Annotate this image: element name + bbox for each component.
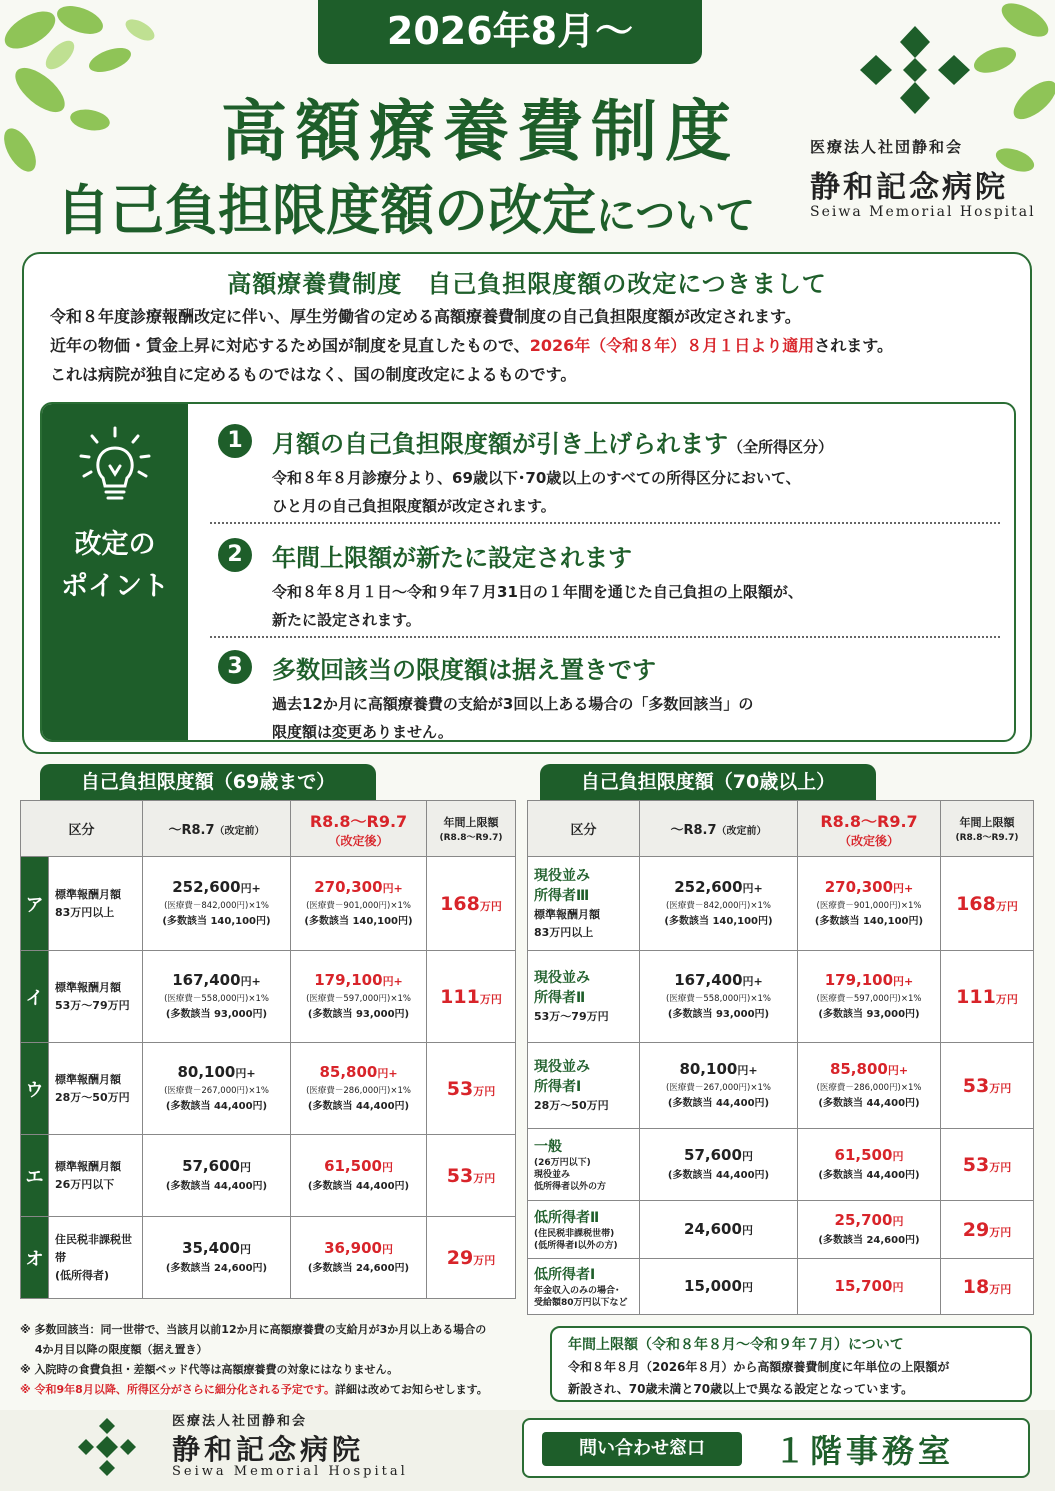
income-category-line: 所得者Ⅰ	[534, 1078, 582, 1095]
intro-body	[50, 302, 1020, 389]
divider	[210, 522, 1000, 524]
multiple-case-amount: (多数該当 44,400円)	[667, 1097, 770, 1109]
amount-value: 80,100	[177, 1062, 236, 1081]
point-body	[272, 690, 753, 742]
income-category-line: 年金収入のみの場合･	[534, 1285, 620, 1296]
multiple-case-amount: (多数該当 93,000円)	[667, 1008, 770, 1020]
annual-cap-unit: 万円	[989, 1081, 1012, 1095]
multiple-case-amount: (多数該当 24,600円)	[165, 1262, 268, 1274]
income-category-line: 53万～79万円	[534, 1009, 609, 1023]
income-category-line: 28万～50万円	[534, 1098, 609, 1112]
amount	[640, 877, 797, 899]
after-amount-cell	[798, 951, 941, 1043]
amount-unit: 円+	[377, 1066, 398, 1080]
after-amount-cell	[291, 951, 427, 1043]
annual-cap-value: 53	[446, 1077, 474, 1100]
intro-line: これは病院が独自に定めるものではなく、国の制度改定によるものです。	[50, 365, 577, 384]
before-amount-cell	[143, 1135, 291, 1217]
amount-value: 57,600	[182, 1156, 240, 1175]
annual-cap-value: 18	[962, 1275, 990, 1298]
income-category-line: 53万～79万円	[55, 998, 130, 1012]
annual-cap-line: 令和８年８月（2026年８月）から高額療養費制度に年単位の上限額が	[568, 1360, 950, 1374]
income-category-code: ウ	[21, 1043, 49, 1135]
multiple-case-amount: (多数該当 44,400円)	[667, 1169, 770, 1181]
header-cap-label: 年間上限額	[959, 816, 1015, 829]
table69-title: 自己負担限度額（69歳まで）	[40, 764, 376, 800]
footer-hospital-corporation: 医療法人社団静和会	[172, 1414, 308, 1429]
amount-unit: 円+	[382, 881, 403, 895]
amount	[798, 877, 940, 899]
table-row	[528, 1201, 1034, 1259]
after-amount-cell	[798, 857, 941, 951]
header-after-label: R8.8～R9.7	[309, 811, 408, 831]
income-category	[528, 951, 640, 1043]
multiple-case-amount: (多数該当 93,000円)	[307, 1008, 410, 1020]
annual-cap-unit: 万円	[479, 992, 502, 1006]
amount	[640, 1059, 797, 1081]
point-body-line: 令和８年８月１日～令和９年７月31日の１年間を通じた自己負担の上限額が、	[272, 583, 803, 601]
amount-unit: 円	[239, 1242, 251, 1256]
income-category	[528, 1129, 640, 1201]
after-amount-cell	[291, 1043, 427, 1135]
footnotes	[20, 1320, 540, 1400]
amount-unit: 円	[381, 1242, 393, 1256]
multiple-case-amount: (多数該当 140,100円)	[304, 915, 413, 927]
annual-cap-cell	[427, 1217, 516, 1299]
income-category-line: 住民税非課税世帯	[55, 1232, 132, 1264]
header-after-note: （改定後）	[328, 833, 389, 848]
table-header-row	[21, 801, 516, 857]
multiple-case-amount: (多数該当 44,400円)	[165, 1100, 268, 1112]
income-category-line: 標準報酬月額	[55, 887, 121, 901]
income-category-line: 低所得者以外の方	[534, 1181, 607, 1192]
header-kubun: 区分	[528, 801, 640, 857]
table-row	[528, 857, 1034, 951]
header-after-note: （改定後）	[838, 833, 899, 848]
annual-cap-unit: 万円	[995, 992, 1018, 1006]
intro-text: 近年の物価・賃金上昇に対応するため国が制度を見直したもので、	[50, 336, 530, 355]
income-category-line: 標準報酬月額	[534, 907, 600, 921]
annual-cap-cell	[941, 1201, 1034, 1259]
point-heading: 多数回該当の限度額は据え置きです	[272, 656, 656, 684]
amount	[798, 1210, 940, 1232]
income-category	[49, 1217, 143, 1299]
amount-formula: (医療費－842,000円)×1%	[164, 900, 269, 911]
amount-formula: (医療費－267,000円)×1%	[666, 1082, 771, 1093]
point-body-line: 限度額は変更ありません。	[272, 723, 453, 741]
amount	[798, 970, 940, 992]
point-body-line: 令和８年８月診療分より、69歳以下･70歳以上のすべての所得区分において、	[272, 469, 801, 487]
annual-cap-unit: 万円	[479, 899, 502, 913]
point-heading: 年間上限額が新たに設定されます	[272, 544, 632, 572]
annual-cap-cell	[941, 951, 1034, 1043]
amount-unit: 円+	[742, 881, 763, 895]
income-category-line: 28万～50万円	[55, 1090, 130, 1104]
header-cap	[941, 801, 1034, 857]
header-cap-label: 年間上限額	[443, 816, 499, 829]
subtitle-suffix: について	[596, 193, 756, 239]
amount	[143, 877, 290, 899]
income-category-line: (低所得者Ⅰ以外の方)	[534, 1240, 618, 1251]
multiple-case-amount: (多数該当 44,400円)	[818, 1169, 920, 1181]
table-row	[528, 1129, 1034, 1201]
table-row	[21, 1043, 516, 1135]
intro-text: されます。	[814, 336, 893, 355]
amount	[640, 1276, 797, 1298]
annual-cap-cell	[427, 951, 516, 1043]
amount-value: 80,100	[679, 1059, 738, 1078]
table-70-and-over	[527, 800, 1034, 1315]
point-number: 1	[218, 424, 252, 458]
annual-cap-line: 新設され、70歳未満と70歳以上で異なる設定となっています。	[568, 1382, 914, 1396]
amount	[291, 1062, 426, 1084]
multiple-case-amount: (多数該当 44,400円)	[818, 1097, 920, 1109]
annual-cap-title: 年間上限額（令和８年８月～令和９年７月）について	[568, 1337, 904, 1353]
header-before	[640, 801, 798, 857]
annual-cap-value: 168	[440, 892, 480, 915]
header-after	[798, 801, 941, 857]
footnote: ※ 多数回該当：同一世帯で、当該月以前12か月に高額療養費の支給月が3か月以上ある場合の	[20, 1323, 487, 1336]
income-category	[49, 1043, 143, 1135]
contact-label: 問い合わせ窓口	[542, 1432, 742, 1466]
amount-value: 24,600	[684, 1219, 742, 1238]
before-amount-cell	[143, 1217, 291, 1299]
income-category-line: 受給額80万円以下など	[534, 1297, 628, 1308]
footer-hospital-name: 静和記念病院	[172, 1433, 365, 1466]
amount-value: 36,900	[324, 1238, 382, 1257]
annual-cap-value: 53	[962, 1153, 990, 1176]
annual-cap-cell	[941, 1129, 1034, 1201]
before-amount-cell	[640, 951, 798, 1043]
subtitle-main: 自己負担限度額の改定	[56, 179, 596, 242]
intro-title: 高額療養費制度 自己負担限度額の改定につきまして	[227, 270, 827, 298]
amount-unit: 円	[892, 1280, 904, 1294]
before-amount-cell	[143, 1043, 291, 1135]
point-heading-text: 月額の自己負担限度額が引き上げられます	[272, 430, 728, 458]
income-category-code: エ	[21, 1135, 49, 1217]
point-heading-note: （全所得区分）	[728, 438, 834, 456]
amount	[291, 970, 426, 992]
annual-cap-cell	[427, 1135, 516, 1217]
amount	[291, 877, 426, 899]
table-header-row	[528, 801, 1034, 857]
point-heading	[272, 424, 833, 459]
before-amount-cell	[640, 1201, 798, 1259]
multiple-case-amount: (多数該当 93,000円)	[818, 1008, 920, 1020]
annual-cap-value: 168	[956, 892, 996, 915]
footer-hospital-name-en: Seiwa Memorial Hospital	[172, 1464, 408, 1479]
amount-unit: 円+	[887, 1063, 909, 1077]
points-sidebar	[42, 404, 188, 740]
amount	[798, 1276, 940, 1298]
annual-cap-box	[550, 1326, 1032, 1402]
header-after	[291, 801, 427, 857]
points-label-line: ポイント	[61, 571, 169, 602]
income-category-line: 低所得者Ⅰ	[534, 1266, 596, 1283]
annual-cap-cell	[941, 1259, 1034, 1315]
after-amount-cell	[291, 1217, 427, 1299]
table-under-70	[20, 800, 516, 1299]
amount-formula: (医療費－597,000円)×1%	[816, 993, 922, 1004]
after-amount-cell	[798, 1201, 941, 1259]
income-category	[528, 1043, 640, 1129]
multiple-case-amount: (多数該当 140,100円)	[664, 915, 773, 927]
annual-cap-cell	[941, 1043, 1034, 1129]
amount-unit: 円+	[240, 881, 261, 895]
income-category	[49, 857, 143, 951]
point-body-line: 過去12か月に高額療養費の支給が3回以上ある場合の「多数回該当」の	[272, 695, 754, 713]
before-amount-cell	[143, 857, 291, 951]
amount-unit: 円+	[235, 1066, 256, 1080]
amount	[640, 1145, 797, 1167]
amount-unit: 円	[741, 1280, 753, 1294]
income-category-line: 26万円以下	[55, 1177, 115, 1191]
amount-unit: 円	[239, 1160, 251, 1174]
amount-value: 85,800	[829, 1059, 888, 1078]
before-amount-cell	[640, 1129, 798, 1201]
points-label-line: 改定の	[74, 529, 156, 560]
amount	[143, 1062, 290, 1084]
multiple-case-amount: (多数該当 140,100円)	[162, 915, 271, 927]
page-subtitle	[56, 168, 796, 245]
intro-line	[50, 331, 1020, 360]
amount-formula: (医療費－286,000円)×1%	[816, 1082, 922, 1093]
header-before-label: ～R8.7	[670, 823, 717, 838]
amount	[640, 970, 797, 992]
multiple-case-amount: (多数該当 24,600円)	[307, 1262, 410, 1274]
point-number: 2	[218, 538, 252, 572]
points-label	[42, 524, 188, 608]
amount-value: 167,400	[172, 970, 241, 989]
annual-cap-unit: 万円	[473, 1171, 496, 1185]
amount-value: 252,600	[172, 877, 241, 896]
amount-value: 85,800	[319, 1062, 378, 1081]
header-cap-note: (R8.8～R9.7)	[439, 833, 503, 843]
income-category-line: 83万円以上	[55, 905, 115, 919]
after-amount-cell	[798, 1259, 941, 1315]
income-category-code: オ	[21, 1217, 49, 1299]
before-amount-cell	[640, 857, 798, 951]
revision-points	[40, 402, 1016, 742]
amount-unit: 円	[892, 1149, 904, 1163]
multiple-case-amount: (多数該当 93,000円)	[165, 1008, 268, 1020]
amount-unit: 円+	[893, 974, 914, 988]
after-amount-cell	[798, 1043, 941, 1129]
annual-cap-value: 53	[962, 1074, 990, 1097]
amount-unit: 円	[741, 1149, 753, 1163]
income-category-line: 低所得者Ⅱ	[534, 1209, 600, 1226]
annual-cap-unit: 万円	[989, 1160, 1012, 1174]
multiple-case-amount: (多数該当 24,600円)	[818, 1234, 920, 1246]
table-row	[21, 951, 516, 1043]
amount-formula: (医療費－558,000円)×1%	[164, 993, 269, 1004]
amount-formula: (医療費－558,000円)×1%	[666, 993, 771, 1004]
hospital-corporation: 医療法人社団静和会	[810, 138, 964, 156]
amount-unit: 円+	[382, 974, 403, 988]
before-amount-cell	[640, 1043, 798, 1129]
footnote-red: ※ 令和9年8月以降、所得区分がさらに細分化される予定です。	[20, 1383, 335, 1396]
income-category-line: 現役並み	[534, 1169, 571, 1180]
amount-unit: 円+	[737, 1063, 758, 1077]
income-category-line: (住民税非課税世帯)	[534, 1228, 615, 1239]
annual-cap-unit: 万円	[989, 1225, 1012, 1239]
header-after-label: R8.8～R9.7	[820, 811, 918, 831]
amount-unit: 円+	[240, 974, 261, 988]
amount-formula: (医療費－597,000円)×1%	[306, 993, 411, 1004]
income-category-line: (低所得者)	[55, 1268, 110, 1282]
table-row	[21, 857, 516, 951]
multiple-case-amount: (多数該当 44,400円)	[165, 1180, 268, 1192]
before-amount-cell	[640, 1259, 798, 1315]
income-category-line: 現役並み	[534, 969, 590, 986]
amount-unit: 円+	[742, 974, 763, 988]
header-cap-note: (R8.8～R9.7)	[955, 833, 1019, 843]
income-category-line: (26万円以下)	[534, 1157, 591, 1168]
amount	[640, 1219, 797, 1241]
amount	[143, 1156, 290, 1178]
income-category-code: ア	[21, 857, 49, 951]
table-row	[528, 951, 1034, 1043]
amount-value: 15,700	[834, 1276, 893, 1295]
amount-formula: (医療費－267,000円)×1%	[164, 1085, 269, 1096]
amount-formula: (医療費－901,000円)×1%	[306, 900, 411, 911]
intro-box	[22, 252, 1032, 754]
contact-box	[522, 1418, 1030, 1478]
amount-unit: 円+	[893, 881, 914, 895]
header-before-label: ～R8.7	[168, 823, 215, 838]
annual-cap-value: 29	[962, 1218, 990, 1241]
divider	[210, 636, 1000, 638]
amount-value: 179,100	[824, 970, 894, 989]
footnote: ※ 入院時の食費負担・差額ベッド代等は高額療養費の対象にはなりません。	[20, 1363, 399, 1376]
after-amount-cell	[291, 1135, 427, 1217]
table-row	[21, 1217, 516, 1299]
page-title: 高額療養費制度	[221, 93, 739, 170]
annual-cap-cell	[427, 857, 516, 951]
lightbulb-icon	[76, 426, 154, 506]
intro-effective-date: 2026年（令和８年）８月１日より適用	[529, 336, 815, 355]
annual-cap-cell	[941, 857, 1034, 951]
amount-unit: 円	[381, 1160, 393, 1174]
income-category	[528, 857, 640, 951]
income-category-line: 標準報酬月額	[55, 980, 121, 994]
before-amount-cell	[143, 951, 291, 1043]
after-amount-cell	[798, 1129, 941, 1201]
amount	[291, 1156, 426, 1178]
income-category	[528, 1201, 640, 1259]
amount-value: 15,000	[684, 1276, 742, 1295]
amount	[798, 1145, 940, 1167]
income-category	[528, 1259, 640, 1315]
income-category-line: 一般	[534, 1138, 562, 1155]
income-category-line: 所得者Ⅱ	[534, 989, 586, 1006]
footnote-text: 詳細は改めてお知らせします。	[334, 1383, 488, 1396]
amount	[291, 1238, 426, 1260]
amount-value: 252,600	[674, 877, 743, 896]
multiple-case-amount: (多数該当 44,400円)	[307, 1100, 410, 1112]
hospital-cross-logo	[850, 22, 980, 118]
footnote	[20, 1380, 540, 1400]
amount-formula: (医療費－901,000円)×1%	[816, 900, 922, 911]
income-category	[49, 951, 143, 1043]
amount	[798, 1059, 940, 1081]
amount-value: 35,400	[182, 1238, 240, 1257]
annual-cap-value: 29	[446, 1246, 474, 1269]
amount-value: 25,700	[834, 1210, 893, 1229]
table-row	[528, 1043, 1034, 1129]
income-category	[49, 1135, 143, 1217]
amount-unit: 円	[892, 1214, 904, 1228]
income-category-line: 標準報酬月額	[55, 1072, 121, 1086]
header-before	[143, 801, 291, 857]
table-row	[528, 1259, 1034, 1315]
header-before-note: （改定前）	[214, 826, 265, 837]
amount-value: 57,600	[684, 1145, 742, 1164]
multiple-case-amount: (多数該当 44,400円)	[307, 1180, 410, 1192]
contact-location: １階事務室	[774, 1432, 955, 1470]
annual-cap-value: 111	[440, 985, 480, 1008]
income-category-line: 83万円以上	[534, 925, 594, 939]
amount-value: 61,500	[834, 1145, 893, 1164]
after-amount-cell	[291, 857, 427, 951]
date-banner: 2026年8月～	[318, 0, 702, 64]
annual-cap-unit: 万円	[473, 1084, 496, 1098]
amount-value: 61,500	[324, 1156, 382, 1175]
header-before-note: （改定前）	[716, 826, 767, 837]
annual-cap-value: 111	[956, 985, 996, 1008]
income-category-line: 現役並み	[534, 867, 590, 884]
point-body-line: 新たに設定されます。	[272, 611, 421, 629]
table-row	[21, 1135, 516, 1217]
intro-line: 令和８年度診療報酬改定に伴い、厚生労働省の定める高額療養費制度の自己負担限度額が改定されます。	[50, 307, 801, 326]
hospital-cross-logo	[76, 1416, 138, 1478]
amount-value: 167,400	[674, 970, 743, 989]
multiple-case-amount: (多数該当 140,100円)	[814, 915, 924, 927]
annual-cap-cell	[427, 1043, 516, 1135]
annual-cap-unit: 万円	[995, 899, 1018, 913]
hospital-name: 静和記念病院	[810, 170, 1008, 205]
amount-formula: (医療費－842,000円)×1%	[666, 900, 771, 911]
annual-cap-unit: 万円	[473, 1253, 496, 1267]
income-category-line: 現役並み	[534, 1058, 590, 1075]
header-cap	[427, 801, 516, 857]
amount-unit: 円	[741, 1223, 753, 1237]
footnote: 4か月目以降の限度額（据え置き）	[20, 1343, 208, 1356]
amount-value: 179,100	[314, 970, 383, 989]
point-number: 3	[218, 650, 252, 684]
income-category-line: 所得者Ⅲ	[534, 887, 590, 904]
header-kubun: 区分	[21, 801, 143, 857]
amount-value: 270,300	[824, 877, 894, 896]
annual-cap-value: 53	[446, 1164, 474, 1187]
hospital-name-en: Seiwa Memorial Hospital	[810, 204, 1036, 220]
point-body-line: ひと月の自己負担限度額が改定されます。	[272, 497, 556, 515]
point-body	[272, 578, 803, 634]
amount-value: 270,300	[314, 877, 383, 896]
annual-cap-unit: 万円	[989, 1282, 1012, 1296]
amount	[143, 1238, 290, 1260]
table70-title: 自己負担限度額（70歳以上）	[540, 764, 876, 800]
amount	[143, 970, 290, 992]
income-category-line: 標準報酬月額	[55, 1159, 121, 1173]
income-category-code: イ	[21, 951, 49, 1043]
amount-formula: (医療費－286,000円)×1%	[306, 1085, 411, 1096]
point-body	[272, 464, 801, 520]
